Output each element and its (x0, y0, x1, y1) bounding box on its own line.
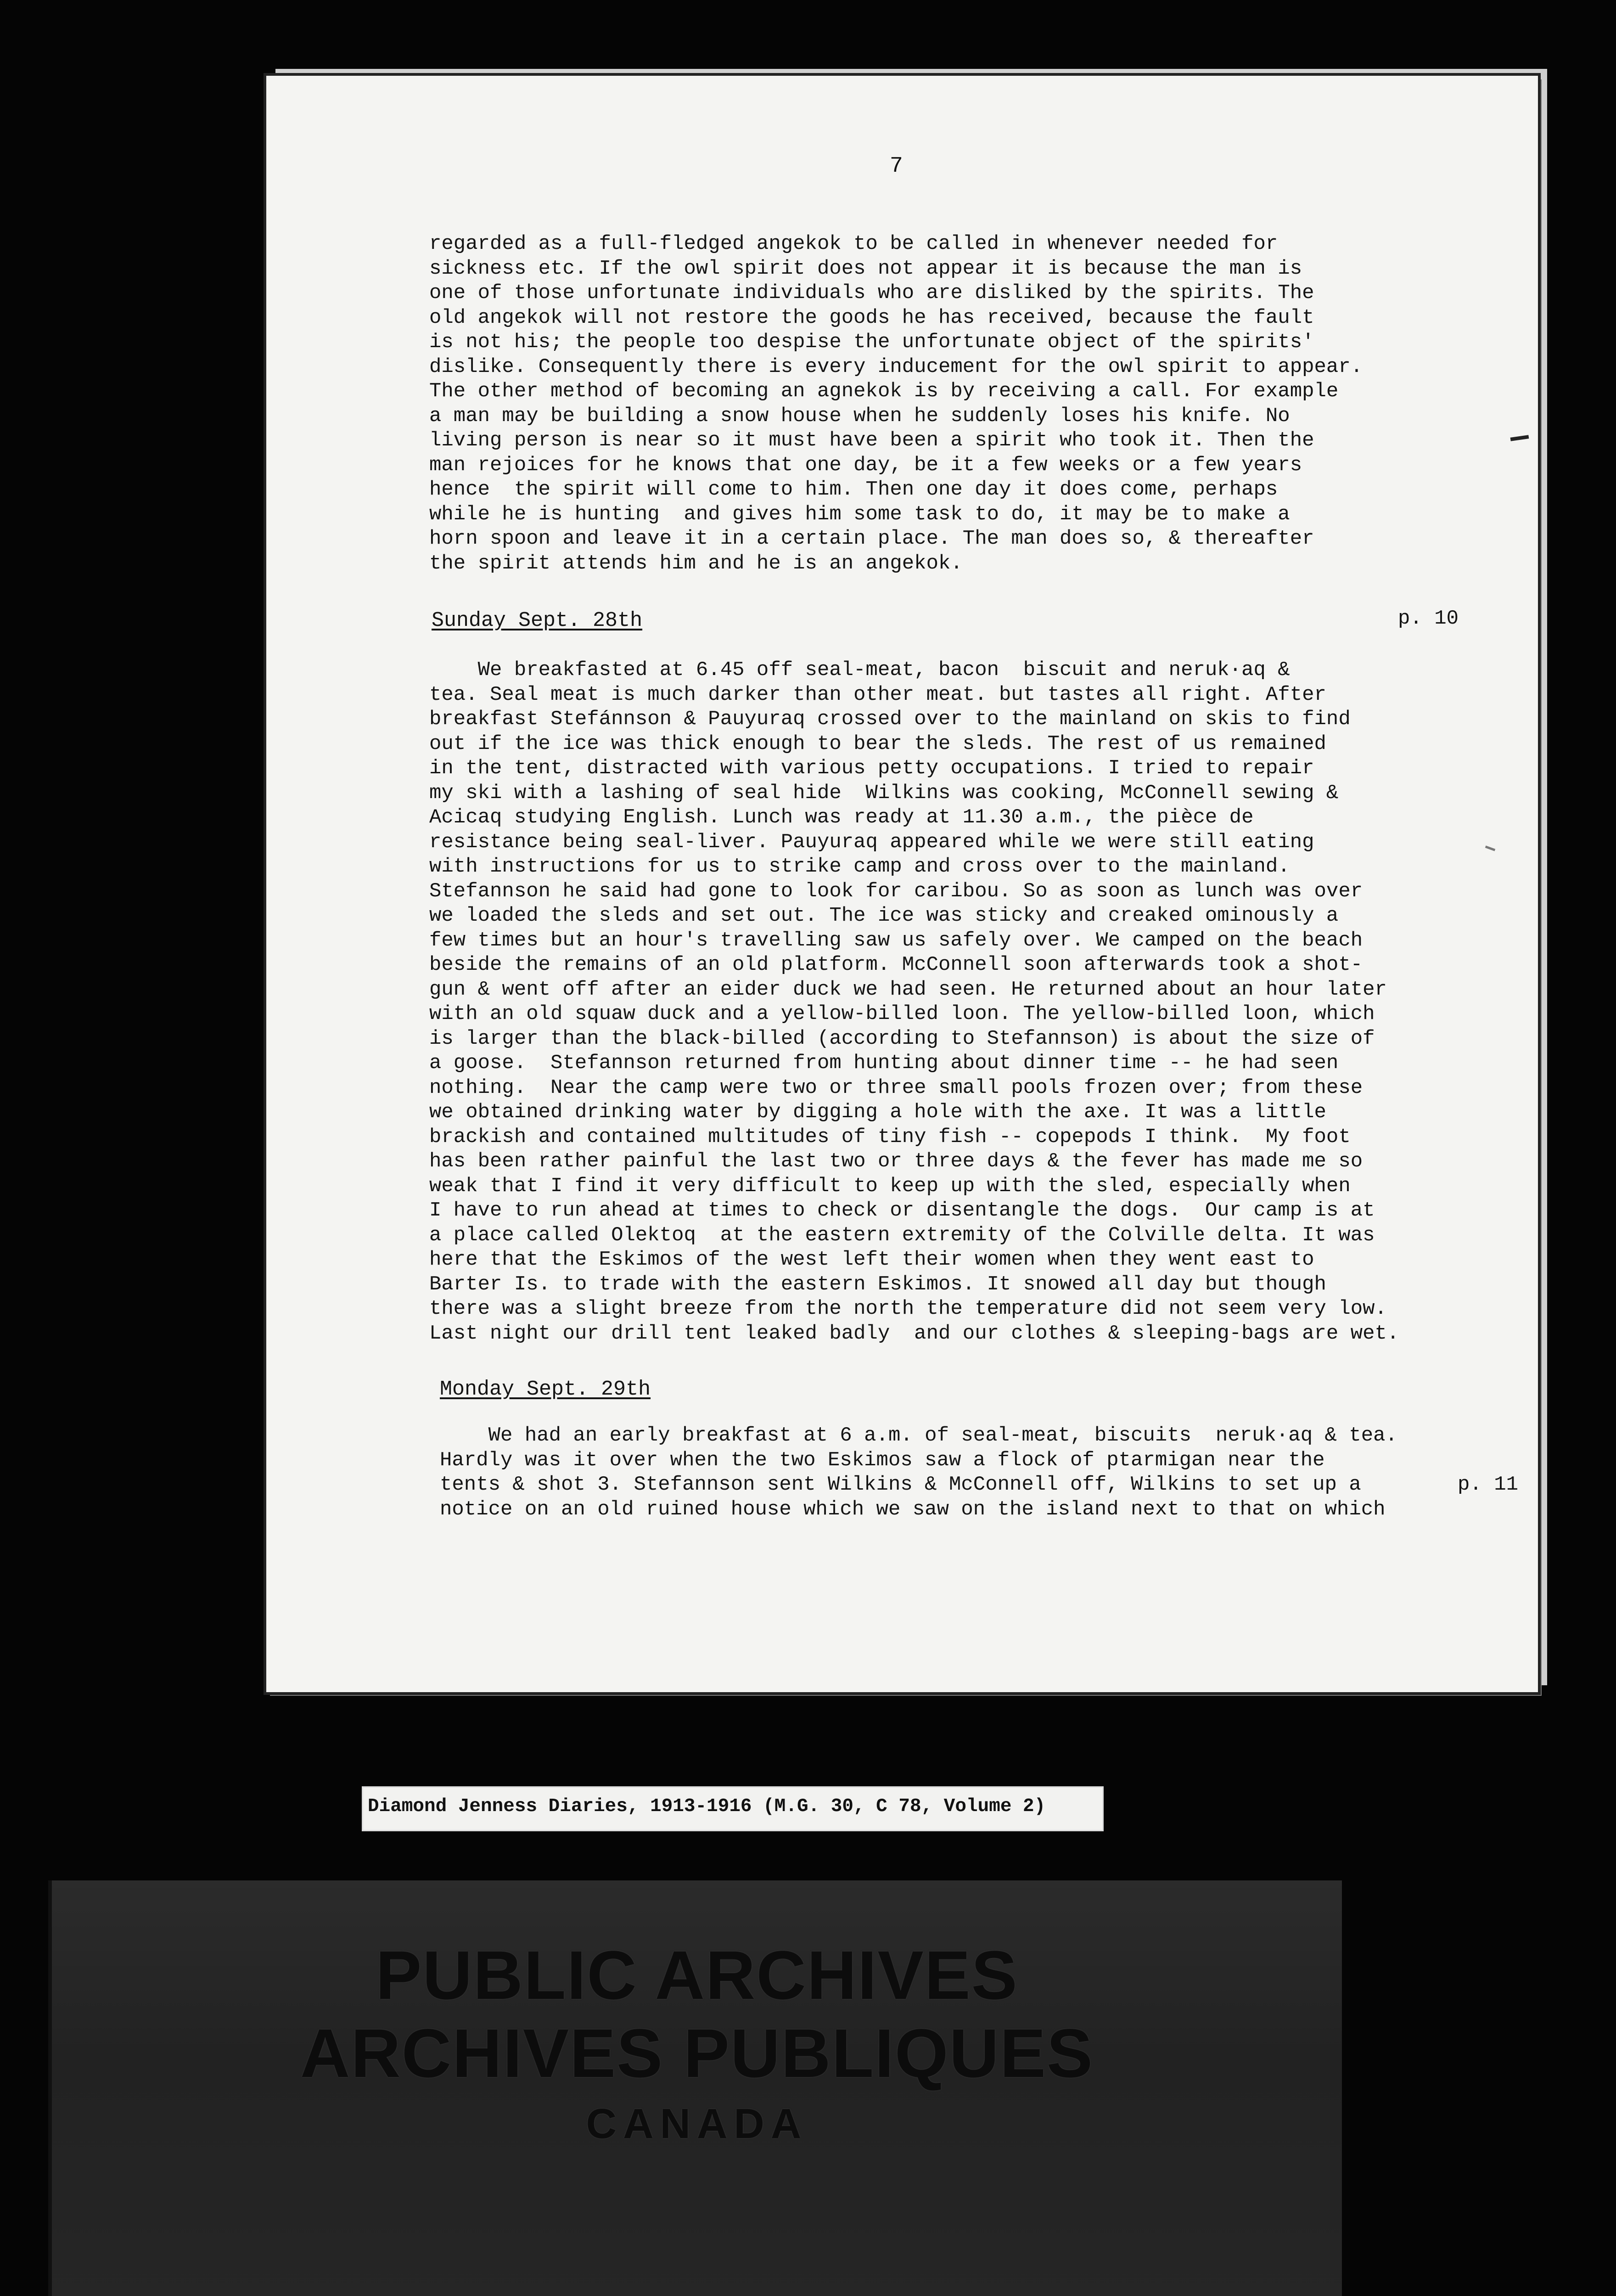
margin-note-p11: p. 11 (1458, 1473, 1519, 1496)
stamp-line-public-archives: PUBLIC ARCHIVES (376, 1936, 1018, 2014)
stamp-line-canada: CANADA (586, 2100, 808, 2147)
text-line: man rejoices for he knows that one day, be it a few weeks or a few years (429, 453, 1302, 477)
text-line: my ski with a lashing of seal hide Wilkins was cooking, McConnell sewing & (429, 781, 1339, 805)
text-line: we loaded the sleds and set out. The ice was sticky and creaked ominously a (429, 904, 1339, 927)
text-line: regarded as a full-fledged angekok to be called in whenever needed for (429, 232, 1278, 255)
text-line: notice on an old ruined house which we saw on the island next to that on which (440, 1497, 1386, 1521)
text-line: out if the ice was thick enough to bear the sleds. The rest of us remained (429, 732, 1326, 755)
text-line: The other method of becoming an agnekok is by receiving a call. For example (429, 380, 1339, 403)
text-line: brackish and contained multitudes of tiny fish -- copepods I think. My foot (429, 1125, 1351, 1148)
text-line: horn spoon and leave it in a certain place. The man does so, & thereafter (429, 527, 1314, 550)
text-line: is larger than the black-billed (according to Stefannson) is about the size of (429, 1027, 1375, 1050)
archive-label-text: Diamond Jenness Diaries, 1913-1916 (M.G. 30, C 78, Volume 2) (368, 1796, 1046, 1817)
text-line: there was a slight breeze from the north the temperature did not seem very low. (429, 1297, 1387, 1320)
archive-label-strip (362, 1786, 1104, 1831)
text-line: tents & shot 3. Stefannson sent Wilkins & McConnell off, Wilkins to set up a (440, 1473, 1361, 1496)
heading-monday-sept-29: Monday Sept. 29th (440, 1378, 651, 1401)
text-line: old angekok will not restore the goods he has received, because the fault (429, 306, 1314, 329)
text-line: Acicaq studying English. Lunch was ready at 11.30 a.m., the pièce de (429, 806, 1254, 829)
margin-note-p10: p. 10 (1398, 607, 1459, 630)
text-line: with instructions for us to strike camp and cross over to the mainland. (429, 855, 1290, 878)
text-line: in the tent, distracted with various petty occupations. I tried to repair (429, 757, 1314, 780)
intro-paragraph (429, 232, 1363, 576)
text-line: sickness etc. If the owl spirit does not appear it is because the man is (429, 257, 1302, 280)
text-line: a goose. Stefannson returned from hunting about dinner time -- he had seen (429, 1052, 1339, 1075)
archives-stamp (48, 1880, 1342, 2296)
text-line: weak that I find it very difficult to keep up with the sled, especially when (429, 1174, 1351, 1198)
text-line: Stefannson he said had gone to look for caribou. So as soon as lunch was over (429, 879, 1363, 903)
text-line: I have to run ahead at times to check or disentangle the dogs. Our camp is at (429, 1199, 1375, 1222)
page-number: 7 (890, 154, 903, 179)
text-line: with an old squaw duck and a yellow-billed loon. The yellow-billed loon, which (429, 1002, 1375, 1025)
text-line: Barter Is. to trade with the eastern Eskimos. It snowed all day but though (429, 1272, 1326, 1296)
text-line: tea. Seal meat is much darker than other meat. but tastes all right. After (429, 683, 1326, 706)
text-line: We breakfasted at 6.45 off seal-meat, bacon biscuit and neruk·aq & (429, 658, 1290, 681)
text-line: Last night our drill tent leaked badly and our clothes & sleeping-bags are wet. (429, 1322, 1399, 1345)
text-line: here that the Eskimos of the west left their women when they went east to (429, 1248, 1314, 1271)
text-line: while he is hunting and gives him some task to do, it may be to make a (429, 502, 1290, 526)
text-line: has been rather painful the last two or three days & the fever has made me so (429, 1150, 1363, 1173)
text-line: living person is near so it must have been a spirit who took it. Then the (429, 429, 1314, 452)
heading-sunday-sept-28: Sunday Sept. 28th (432, 609, 643, 632)
text-line: dislike. Consequently there is every inducement for the owl spirit to appear. (429, 355, 1363, 378)
text-line: breakfast Stefánnson & Pauyuraq crossed over to the mainland on skis to find (429, 708, 1351, 731)
text-line: few times but an hour's travelling saw us safely over. We camped on the beach (429, 929, 1363, 952)
text-line: resistance being seal-liver. Pauyuraq appeared while we were still eating (429, 830, 1314, 854)
text-line: a place called Olektoq at the eastern extremity of the Colville delta. It was (429, 1223, 1375, 1247)
text-line: the spirit attends him and he is an angekok. (429, 551, 963, 575)
text-line: a man may be building a snow house when he suddenly loses his knife. No (429, 404, 1290, 428)
sept-29-paragraph (440, 1424, 1397, 1522)
text-line: We had an early breakfast at 6 a.m. of seal-meat, biscuits neruk·aq & tea. (440, 1424, 1397, 1447)
text-line: one of those unfortunate individuals who are disliked by the spirits. The (429, 281, 1314, 304)
text-line: nothing. Near the camp were two or three small pools frozen over; from these (429, 1076, 1363, 1099)
sept-28-paragraph (429, 658, 1399, 1346)
text-line: is not his; the people too despise the unfortunate object of the spirits' (429, 331, 1314, 354)
text-line: we obtained drinking water by digging a hole with the axe. It was a little (429, 1101, 1326, 1124)
text-line: beside the remains of an old platform. McConnell soon afterwards took a shot- (429, 953, 1363, 976)
text-line: hence the spirit will come to him. Then one day it does come, perhaps (429, 478, 1278, 501)
text-line: gun & went off after an eider duck we had seen. He returned about an hour later (429, 978, 1387, 1001)
stamp-line-archives-publiques: ARCHIVES PUBLIQUES (300, 2015, 1094, 2092)
text-line: Hardly was it over when the two Eskimos saw a flock of ptarmigan near the (440, 1448, 1325, 1472)
